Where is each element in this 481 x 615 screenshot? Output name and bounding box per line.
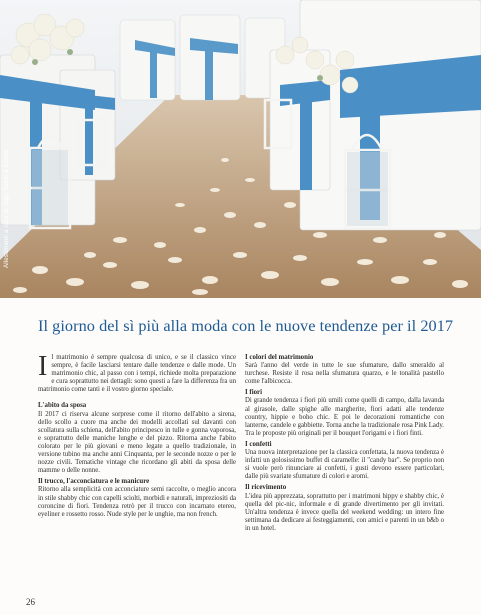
article-title: Il giorno del sì più alla moda con le nuove tendenze per il 2017 xyxy=(38,316,454,335)
section-heading: I confetti xyxy=(245,440,272,448)
intro-paragraph xyxy=(38,351,236,394)
section-body: Sarà l'anno del verde in tutte le sue sfumature, dallo smeraldo al turchese. Resiste il rosa nella sfumatura quarzo, e le tonalità pastello come l'albicocca. xyxy=(245,362,444,386)
wedding-aisle-photo xyxy=(0,0,481,298)
section-body: Una nuova interpretazione per la classica confettata, la nuova tendenza è infatti un golosissimo buffet di caramelle: il "candy bar". Se proprio non si vuole però rinunciare ai confetti, i gusti devono essere particolari, dalle più svariate sfumature di colori e aromi. xyxy=(245,449,444,481)
intro-text: l matrimonio è sempre qualcosa di unico, e se il classico vince sempre, è facile lasciarsi tentare dalle tendenze e dalle mode. Un matrimonio chic, al passo con i tempi, richiede molta preparazione e cura soprattutto nei dettagli: sono questi a fare la differenza fra un matrimonio come tanti e il vostro giorno speciale. xyxy=(38,354,236,394)
right-column xyxy=(245,354,444,533)
section-body: Il 2017 ci riserva alcune sorprese come il ritorno dell'abito a sirena, dello scollo a cuore ma anche dei modelli accollati sul davanti con scollatura sulla schiena, dell'abito principesco in tulle e gonna vaporosa, e soprattutto delle maniche lunghe e del pizzo. Ritorna anche l'abito colorato per le più giovani e meno legate a quello tradizionale, in versione tubino ma anche anni Cinquanta, per le seconde nozze o per le nozze civili. Tematiche vintage che ricordano gli abiti da sposa delle mamme o delle nonne. xyxy=(38,410,236,475)
section-body: L'idea più apprezzata, soprattutto per i matrimoni hippy e shabby chic, è quella del pic-nic, informale e di grande divertimento per gli invitati. Un'altra tendenza è invece quella del weekend wedding: un intero fine settimana da dedicare ai festeggiamenti, con amici e parenti in un b&b o in un hotel. xyxy=(245,492,444,532)
section-body: Ritorno alla semplicità con acconciature semi raccolte, o meglio ancora in stile shabby chic con capelli sciolti, morbidi e naturali, impreziositi da coroncine di fiori. Tendenza retrò per il trucco con incarnato etereo, eyeliner e rossetto rosso. Nude style per le unghie, ma non french. xyxy=(38,486,237,518)
section-heading: I fiori xyxy=(245,389,263,397)
photo-credit: Allestimenti a cura di Oggi Sposi & Eventi xyxy=(4,149,10,268)
drop-cap: I xyxy=(38,351,48,382)
section-heading: L'abito da sposa xyxy=(38,402,87,410)
photo-illustration xyxy=(0,0,481,298)
page-number: 26 xyxy=(26,597,35,607)
left-column xyxy=(38,351,237,519)
section-body: Di grande tendenza i fiori più umili come quelli di campo, dalla lavanda al girasole, dalle spighe alle margherite, fiori adatti alle tendenze country, hippie e boho chic. E poi le decorazioni romantiche con lanterne, candele e gabbiette. Torna anche la tradizionale rosa Pink Lady. Tra le proposte più originali per il bouquet l'origami e i fiori finti. xyxy=(245,397,444,437)
section-heading: Il trucco, l'acconciatura e le manicure xyxy=(38,478,150,486)
section-heading: I colori del matrimonio xyxy=(245,354,314,361)
section-heading: Il ricevimento xyxy=(245,484,287,492)
